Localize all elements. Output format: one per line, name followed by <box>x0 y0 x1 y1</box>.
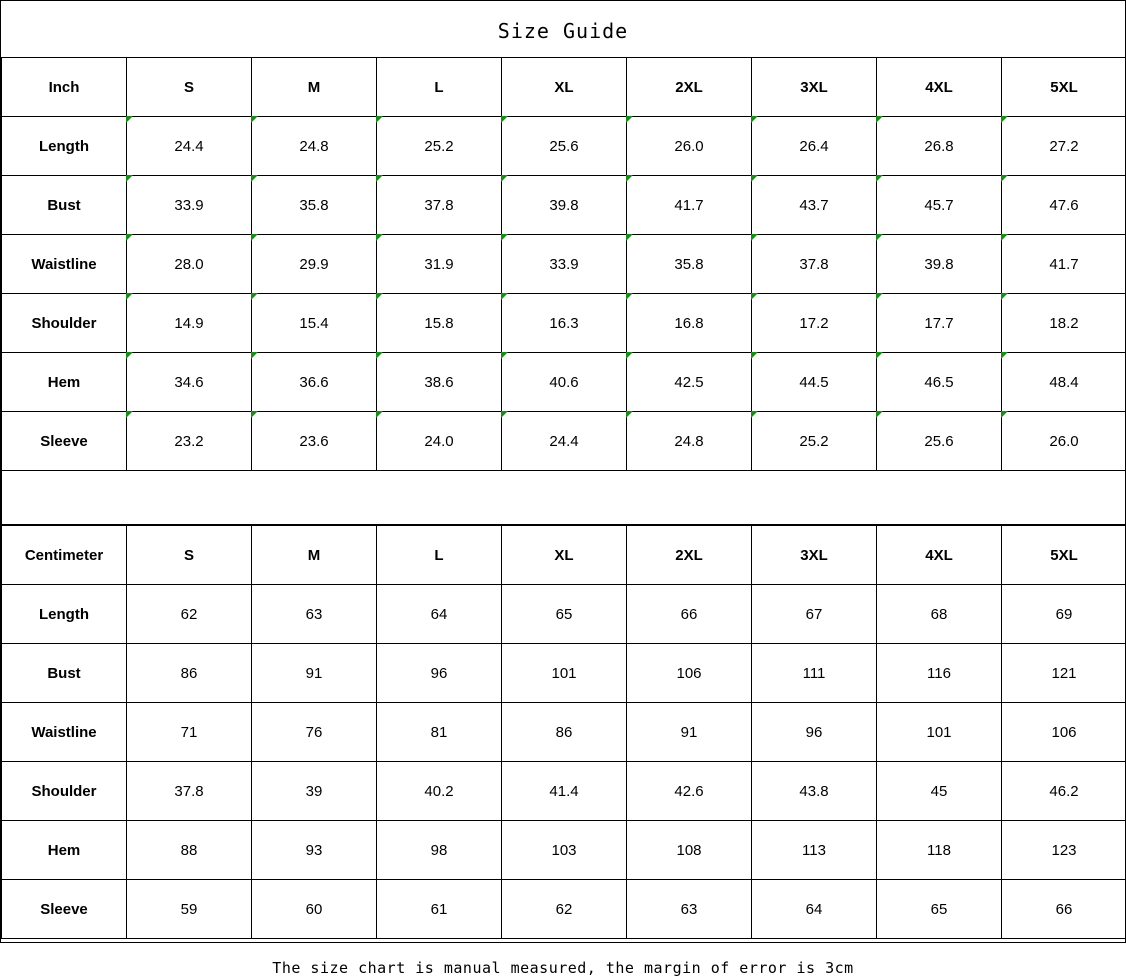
column-header-xl: XL <box>502 526 627 585</box>
cell-sleeve-5xl: 66 <box>1002 880 1126 939</box>
cell-length-l: 25.2 <box>377 117 502 176</box>
cell-length-2xl: 26.0 <box>627 117 752 176</box>
cell-waistline-5xl: 106 <box>1002 703 1126 762</box>
table-row <box>2 294 1126 353</box>
cell-hem-xl: 40.6 <box>502 353 627 412</box>
column-header-2xl: 2XL <box>627 526 752 585</box>
cell-shoulder-xl: 16.3 <box>502 294 627 353</box>
column-header-3xl: 3XL <box>752 526 877 585</box>
column-header-xl: XL <box>502 58 627 117</box>
cell-sleeve-5xl: 26.0 <box>1002 412 1126 471</box>
cell-sleeve-xl: 62 <box>502 880 627 939</box>
cell-shoulder-5xl: 46.2 <box>1002 762 1126 821</box>
cell-waistline-2xl: 91 <box>627 703 752 762</box>
cell-bust-xl: 39.8 <box>502 176 627 235</box>
table-row <box>2 880 1126 939</box>
cell-sleeve-m: 23.6 <box>252 412 377 471</box>
cell-bust-m: 35.8 <box>252 176 377 235</box>
cell-sleeve-4xl: 65 <box>877 880 1002 939</box>
cell-shoulder-3xl: 17.2 <box>752 294 877 353</box>
cell-bust-l: 96 <box>377 644 502 703</box>
column-header-4xl: 4XL <box>877 58 1002 117</box>
cell-bust-5xl: 121 <box>1002 644 1126 703</box>
row-label-shoulder: Shoulder <box>2 762 127 821</box>
cell-waistline-5xl: 41.7 <box>1002 235 1126 294</box>
cell-length-3xl: 26.4 <box>752 117 877 176</box>
cell-bust-4xl: 45.7 <box>877 176 1002 235</box>
cell-sleeve-s: 59 <box>127 880 252 939</box>
cell-shoulder-s: 37.8 <box>127 762 252 821</box>
cell-bust-5xl: 47.6 <box>1002 176 1126 235</box>
column-header-m: M <box>252 58 377 117</box>
cell-waistline-l: 31.9 <box>377 235 502 294</box>
cell-shoulder-2xl: 16.8 <box>627 294 752 353</box>
cell-waistline-2xl: 35.8 <box>627 235 752 294</box>
cell-sleeve-s: 23.2 <box>127 412 252 471</box>
row-label-sleeve: Sleeve <box>2 412 127 471</box>
cell-waistline-4xl: 101 <box>877 703 1002 762</box>
cell-length-m: 24.8 <box>252 117 377 176</box>
cell-length-m: 63 <box>252 585 377 644</box>
cell-length-4xl: 26.8 <box>877 117 1002 176</box>
cell-shoulder-xl: 41.4 <box>502 762 627 821</box>
cell-length-5xl: 27.2 <box>1002 117 1126 176</box>
column-header-l: L <box>377 526 502 585</box>
cell-waistline-m: 29.9 <box>252 235 377 294</box>
column-header-l: L <box>377 58 502 117</box>
cell-length-4xl: 68 <box>877 585 1002 644</box>
cell-waistline-3xl: 37.8 <box>752 235 877 294</box>
cell-shoulder-5xl: 18.2 <box>1002 294 1126 353</box>
cell-hem-2xl: 42.5 <box>627 353 752 412</box>
column-header-5xl: 5XL <box>1002 526 1126 585</box>
table-header-row <box>2 526 1126 585</box>
cell-hem-2xl: 108 <box>627 821 752 880</box>
table-row <box>2 117 1126 176</box>
cell-length-xl: 65 <box>502 585 627 644</box>
cell-waistline-xl: 33.9 <box>502 235 627 294</box>
cell-bust-s: 86 <box>127 644 252 703</box>
cell-hem-xl: 103 <box>502 821 627 880</box>
cell-waistline-xl: 86 <box>502 703 627 762</box>
table-header-inch <box>2 58 1126 117</box>
cell-length-xl: 25.6 <box>502 117 627 176</box>
cell-sleeve-3xl: 64 <box>752 880 877 939</box>
cell-length-s: 62 <box>127 585 252 644</box>
row-label-length: Length <box>2 117 127 176</box>
cell-hem-s: 88 <box>127 821 252 880</box>
cell-waistline-s: 71 <box>127 703 252 762</box>
cell-length-s: 24.4 <box>127 117 252 176</box>
cell-hem-5xl: 123 <box>1002 821 1126 880</box>
row-label-waistline: Waistline <box>2 703 127 762</box>
column-header-3xl: 3XL <box>752 58 877 117</box>
row-label-bust: Bust <box>2 176 127 235</box>
cell-sleeve-2xl: 63 <box>627 880 752 939</box>
cell-bust-m: 91 <box>252 644 377 703</box>
table-row <box>2 412 1126 471</box>
cell-hem-l: 38.6 <box>377 353 502 412</box>
cell-length-5xl: 69 <box>1002 585 1126 644</box>
column-header-2xl: 2XL <box>627 58 752 117</box>
table-row <box>2 353 1126 412</box>
cell-shoulder-3xl: 43.8 <box>752 762 877 821</box>
table-row <box>2 821 1126 880</box>
size-table-inch <box>1 57 1126 471</box>
row-label-sleeve: Sleeve <box>2 880 127 939</box>
cell-hem-4xl: 46.5 <box>877 353 1002 412</box>
cell-sleeve-2xl: 24.8 <box>627 412 752 471</box>
table-row <box>2 703 1126 762</box>
cell-bust-4xl: 116 <box>877 644 1002 703</box>
cell-hem-m: 93 <box>252 821 377 880</box>
cell-hem-5xl: 48.4 <box>1002 353 1126 412</box>
table-separator <box>1 471 1126 525</box>
cell-shoulder-2xl: 42.6 <box>627 762 752 821</box>
cell-shoulder-l: 40.2 <box>377 762 502 821</box>
column-header-m: M <box>252 526 377 585</box>
cell-shoulder-4xl: 17.7 <box>877 294 1002 353</box>
cell-sleeve-l: 61 <box>377 880 502 939</box>
table-header-centimeter <box>2 526 1126 585</box>
cell-shoulder-l: 15.8 <box>377 294 502 353</box>
cell-length-3xl: 67 <box>752 585 877 644</box>
unit-header-inch: Inch <box>2 58 127 117</box>
table-row <box>2 762 1126 821</box>
row-label-hem: Hem <box>2 821 127 880</box>
cell-shoulder-m: 39 <box>252 762 377 821</box>
unit-header-centimeter: Centimeter <box>2 526 127 585</box>
cell-bust-3xl: 111 <box>752 644 877 703</box>
cell-sleeve-l: 24.0 <box>377 412 502 471</box>
cell-bust-2xl: 41.7 <box>627 176 752 235</box>
row-label-length: Length <box>2 585 127 644</box>
cell-sleeve-xl: 24.4 <box>502 412 627 471</box>
cell-shoulder-s: 14.9 <box>127 294 252 353</box>
table-body-inch <box>2 117 1126 471</box>
measurement-disclaimer: The size chart is manual measured, the margin of error is 3cm <box>1 939 1125 977</box>
size-tables-container <box>1 57 1126 939</box>
cell-bust-2xl: 106 <box>627 644 752 703</box>
cell-sleeve-3xl: 25.2 <box>752 412 877 471</box>
cell-shoulder-4xl: 45 <box>877 762 1002 821</box>
cell-hem-m: 36.6 <box>252 353 377 412</box>
cell-hem-l: 98 <box>377 821 502 880</box>
table-row <box>2 585 1126 644</box>
cell-waistline-3xl: 96 <box>752 703 877 762</box>
table-row <box>2 176 1126 235</box>
cell-length-l: 64 <box>377 585 502 644</box>
column-header-5xl: 5XL <box>1002 58 1126 117</box>
row-label-bust: Bust <box>2 644 127 703</box>
cell-bust-3xl: 43.7 <box>752 176 877 235</box>
cell-bust-s: 33.9 <box>127 176 252 235</box>
cell-waistline-s: 28.0 <box>127 235 252 294</box>
row-label-shoulder: Shoulder <box>2 294 127 353</box>
cell-waistline-m: 76 <box>252 703 377 762</box>
cell-hem-3xl: 113 <box>752 821 877 880</box>
cell-hem-s: 34.6 <box>127 353 252 412</box>
cell-waistline-4xl: 39.8 <box>877 235 1002 294</box>
size-table-centimeter <box>1 525 1126 939</box>
cell-sleeve-4xl: 25.6 <box>877 412 1002 471</box>
cell-hem-4xl: 118 <box>877 821 1002 880</box>
cell-waistline-l: 81 <box>377 703 502 762</box>
table-row <box>2 235 1126 294</box>
table-header-row <box>2 58 1126 117</box>
row-label-waistline: Waistline <box>2 235 127 294</box>
column-header-4xl: 4XL <box>877 526 1002 585</box>
table-body-centimeter <box>2 585 1126 939</box>
cell-length-2xl: 66 <box>627 585 752 644</box>
cell-shoulder-m: 15.4 <box>252 294 377 353</box>
row-label-hem: Hem <box>2 353 127 412</box>
table-row <box>2 644 1126 703</box>
column-header-s: S <box>127 58 252 117</box>
cell-bust-xl: 101 <box>502 644 627 703</box>
page-title: Size Guide <box>1 1 1125 57</box>
column-header-s: S <box>127 526 252 585</box>
cell-bust-l: 37.8 <box>377 176 502 235</box>
cell-sleeve-m: 60 <box>252 880 377 939</box>
cell-hem-3xl: 44.5 <box>752 353 877 412</box>
